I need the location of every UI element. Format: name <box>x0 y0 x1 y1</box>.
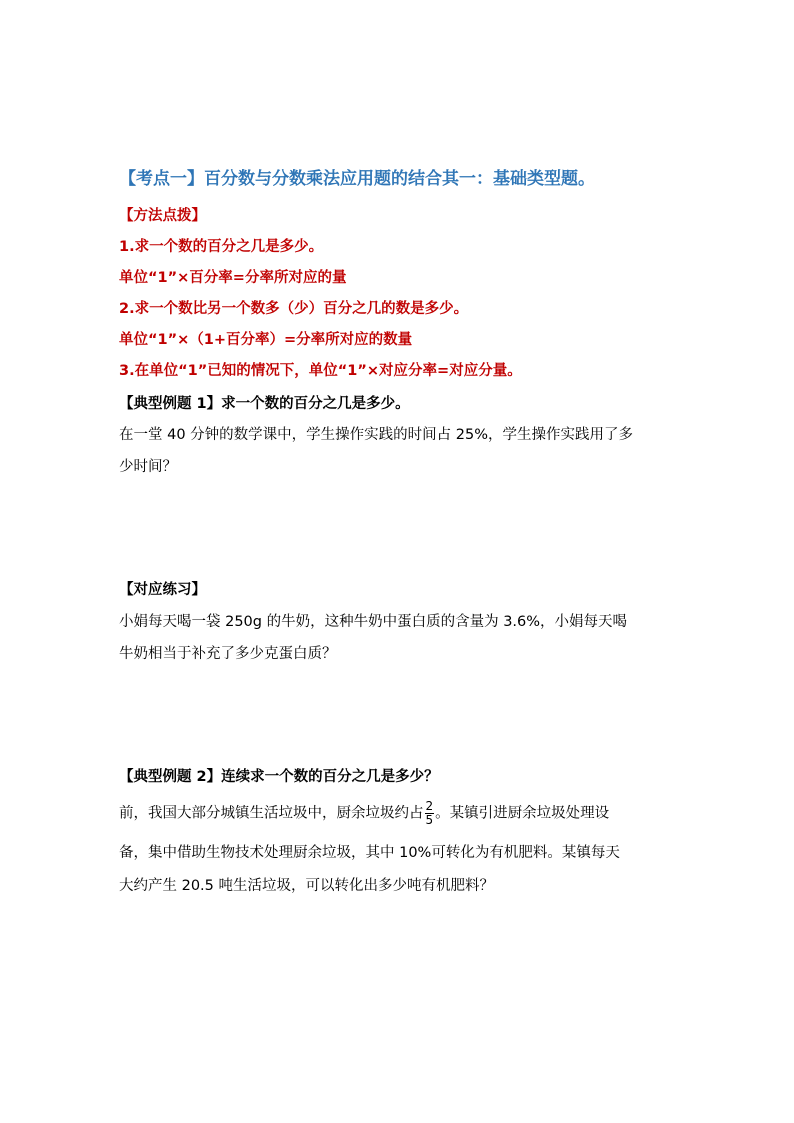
practice-heading: 【对应练习】 <box>119 582 206 598</box>
method-line-5: 3.在单位“1”已知的情况下，单位“1”×对应分率=对应分量。 <box>119 363 522 379</box>
method-line-2: 单位“1”×百分率=分率所对应的量 <box>119 270 347 286</box>
example2-line-1 <box>119 800 609 827</box>
example2-line-3: 大约产生 20.5 吨生活垃圾，可以转化出多少吨有机肥料？ <box>119 878 495 894</box>
fraction <box>425 800 435 827</box>
topic-title: 【考点一】百分数与分数乘法应用题的结合其一：基础类型题。 <box>119 169 595 189</box>
method-line-3: 2.求一个数比另一个数多（少）百分之几的数是多少。 <box>119 301 469 317</box>
example1-line-1: 在一堂 40 分钟的数学课中，学生操作实践的时间占 25%，学生操作实践用了多 <box>119 427 634 443</box>
fraction-numerator: 2 <box>425 799 434 813</box>
example2-line-2: 备，集中借助生物技术处理厨余垃圾，其中 10%可转化为有机肥料。某镇每天 <box>119 845 620 861</box>
fraction-denominator: 5 <box>425 813 434 827</box>
example2-line-1-before: 前，我国大部分城镇生活垃圾中，厨余垃圾约占 <box>119 805 424 822</box>
example1-line-2: 少时间？ <box>119 459 177 475</box>
practice-line-2: 牛奶相当于补充了多少克蛋白质？ <box>119 646 337 662</box>
example2-heading: 【典型例题 2】连续求一个数的百分之几是多少？ <box>119 769 439 785</box>
example2-line-1-after: 。某镇引进厨余垃圾处理设 <box>435 805 610 822</box>
method-line-4: 单位“1”×（1+百分率）=分率所对应的数量 <box>119 332 413 348</box>
method-heading: 【方法点拨】 <box>119 208 206 224</box>
practice-line-1: 小娟每天喝一袋 250g 的牛奶，这种牛奶中蛋白质的含量为 3.6%，小娟每天喝 <box>119 614 628 630</box>
example1-heading: 【典型例题 1】求一个数的百分之几是多少。 <box>119 396 410 412</box>
method-line-1: 1.求一个数的百分之几是多少。 <box>119 239 324 255</box>
